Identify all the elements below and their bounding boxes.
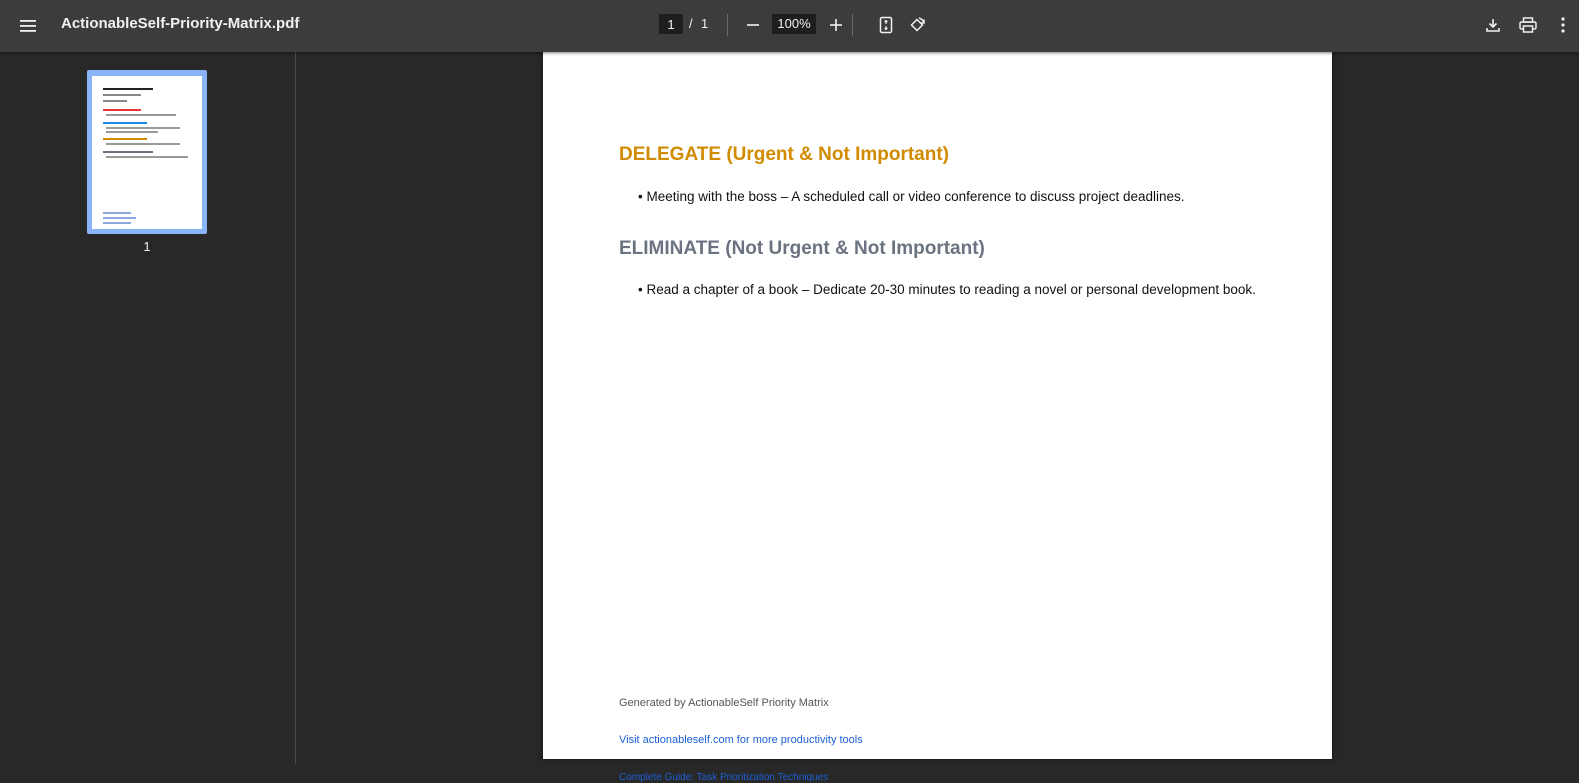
- thumbnail-sidebar: [0, 52, 296, 764]
- thumbnail-text-line: [103, 217, 136, 219]
- toolbar-divider: [852, 14, 853, 36]
- document-viewer[interactable]: [296, 52, 1579, 783]
- thumbnail-text-line: [103, 138, 147, 140]
- page-number-input[interactable]: [659, 14, 683, 34]
- thumbnail-text-line: [103, 122, 147, 124]
- download-icon: [1485, 17, 1501, 33]
- thumbnail-text-line: [103, 109, 141, 111]
- section-heading-eliminate: ELIMINATE (Not Urgent & Not Important): [619, 238, 985, 259]
- download-button[interactable]: [1480, 12, 1506, 38]
- footer-link-visit[interactable]: Visit actionableself.com for more productivity tools: [619, 734, 863, 746]
- thumbnail-text-line: [106, 156, 188, 158]
- zoom-out-button[interactable]: [741, 13, 765, 37]
- zoom-in-icon: [829, 18, 843, 32]
- document-title: ActionableSelf-Priority-Matrix.pdf: [61, 15, 300, 32]
- thumbnail-page-number: 1: [143, 239, 151, 254]
- zoom-in-button[interactable]: [824, 13, 848, 37]
- print-button[interactable]: [1515, 12, 1541, 38]
- rotate-button[interactable]: [904, 12, 930, 38]
- thumbnail-text-line: [106, 131, 158, 133]
- zoom-out-icon: [746, 18, 760, 32]
- more-options-button[interactable]: [1553, 12, 1573, 38]
- toolbar-divider: [727, 14, 728, 36]
- zoom-level-input[interactable]: 100%: [772, 14, 816, 34]
- fit-to-page-button[interactable]: [873, 12, 899, 38]
- task-item: • Meeting with the boss – A scheduled call or video conference to discuss project deadlines.: [638, 189, 1185, 204]
- footer-generated-by: Generated by ActionableSelf Priority Matrix: [619, 697, 829, 709]
- thumbnail-text-line: [103, 212, 131, 214]
- footer-link-guide[interactable]: Complete Guide: Task Prioritization Techniques: [619, 772, 829, 783]
- thumbnail-text-line: [106, 127, 180, 129]
- thumbnail-text-line: [103, 94, 141, 96]
- thumbnail-text-line: [103, 222, 131, 224]
- thumbnail-text-line: [103, 151, 153, 153]
- fit-page-icon: [879, 16, 893, 34]
- thumbnail-text-line: [103, 100, 127, 102]
- pdf-toolbar: [0, 0, 1579, 52]
- thumbnail-text-line: [106, 114, 176, 116]
- print-icon: [1519, 17, 1537, 33]
- thumbnail-text-line: [106, 143, 180, 145]
- pdf-page: [543, 0, 1332, 783]
- page-separator: /: [689, 16, 693, 31]
- section-heading-delegate: DELEGATE (Urgent & Not Important): [619, 144, 950, 165]
- menu-button[interactable]: [14, 12, 42, 40]
- thumbnail-page-preview: [92, 76, 202, 229]
- task-item: • Read a chapter of a book – Dedicate 20-30 minutes to reading a novel or personal development book.: [638, 282, 1256, 297]
- page-total: 1: [701, 16, 709, 31]
- thumbnail-text-line: [103, 88, 153, 90]
- more-vert-icon: [1561, 17, 1565, 33]
- menu-icon: [19, 19, 37, 33]
- page-thumbnail[interactable]: [87, 70, 207, 234]
- rotate-icon: [908, 16, 926, 34]
